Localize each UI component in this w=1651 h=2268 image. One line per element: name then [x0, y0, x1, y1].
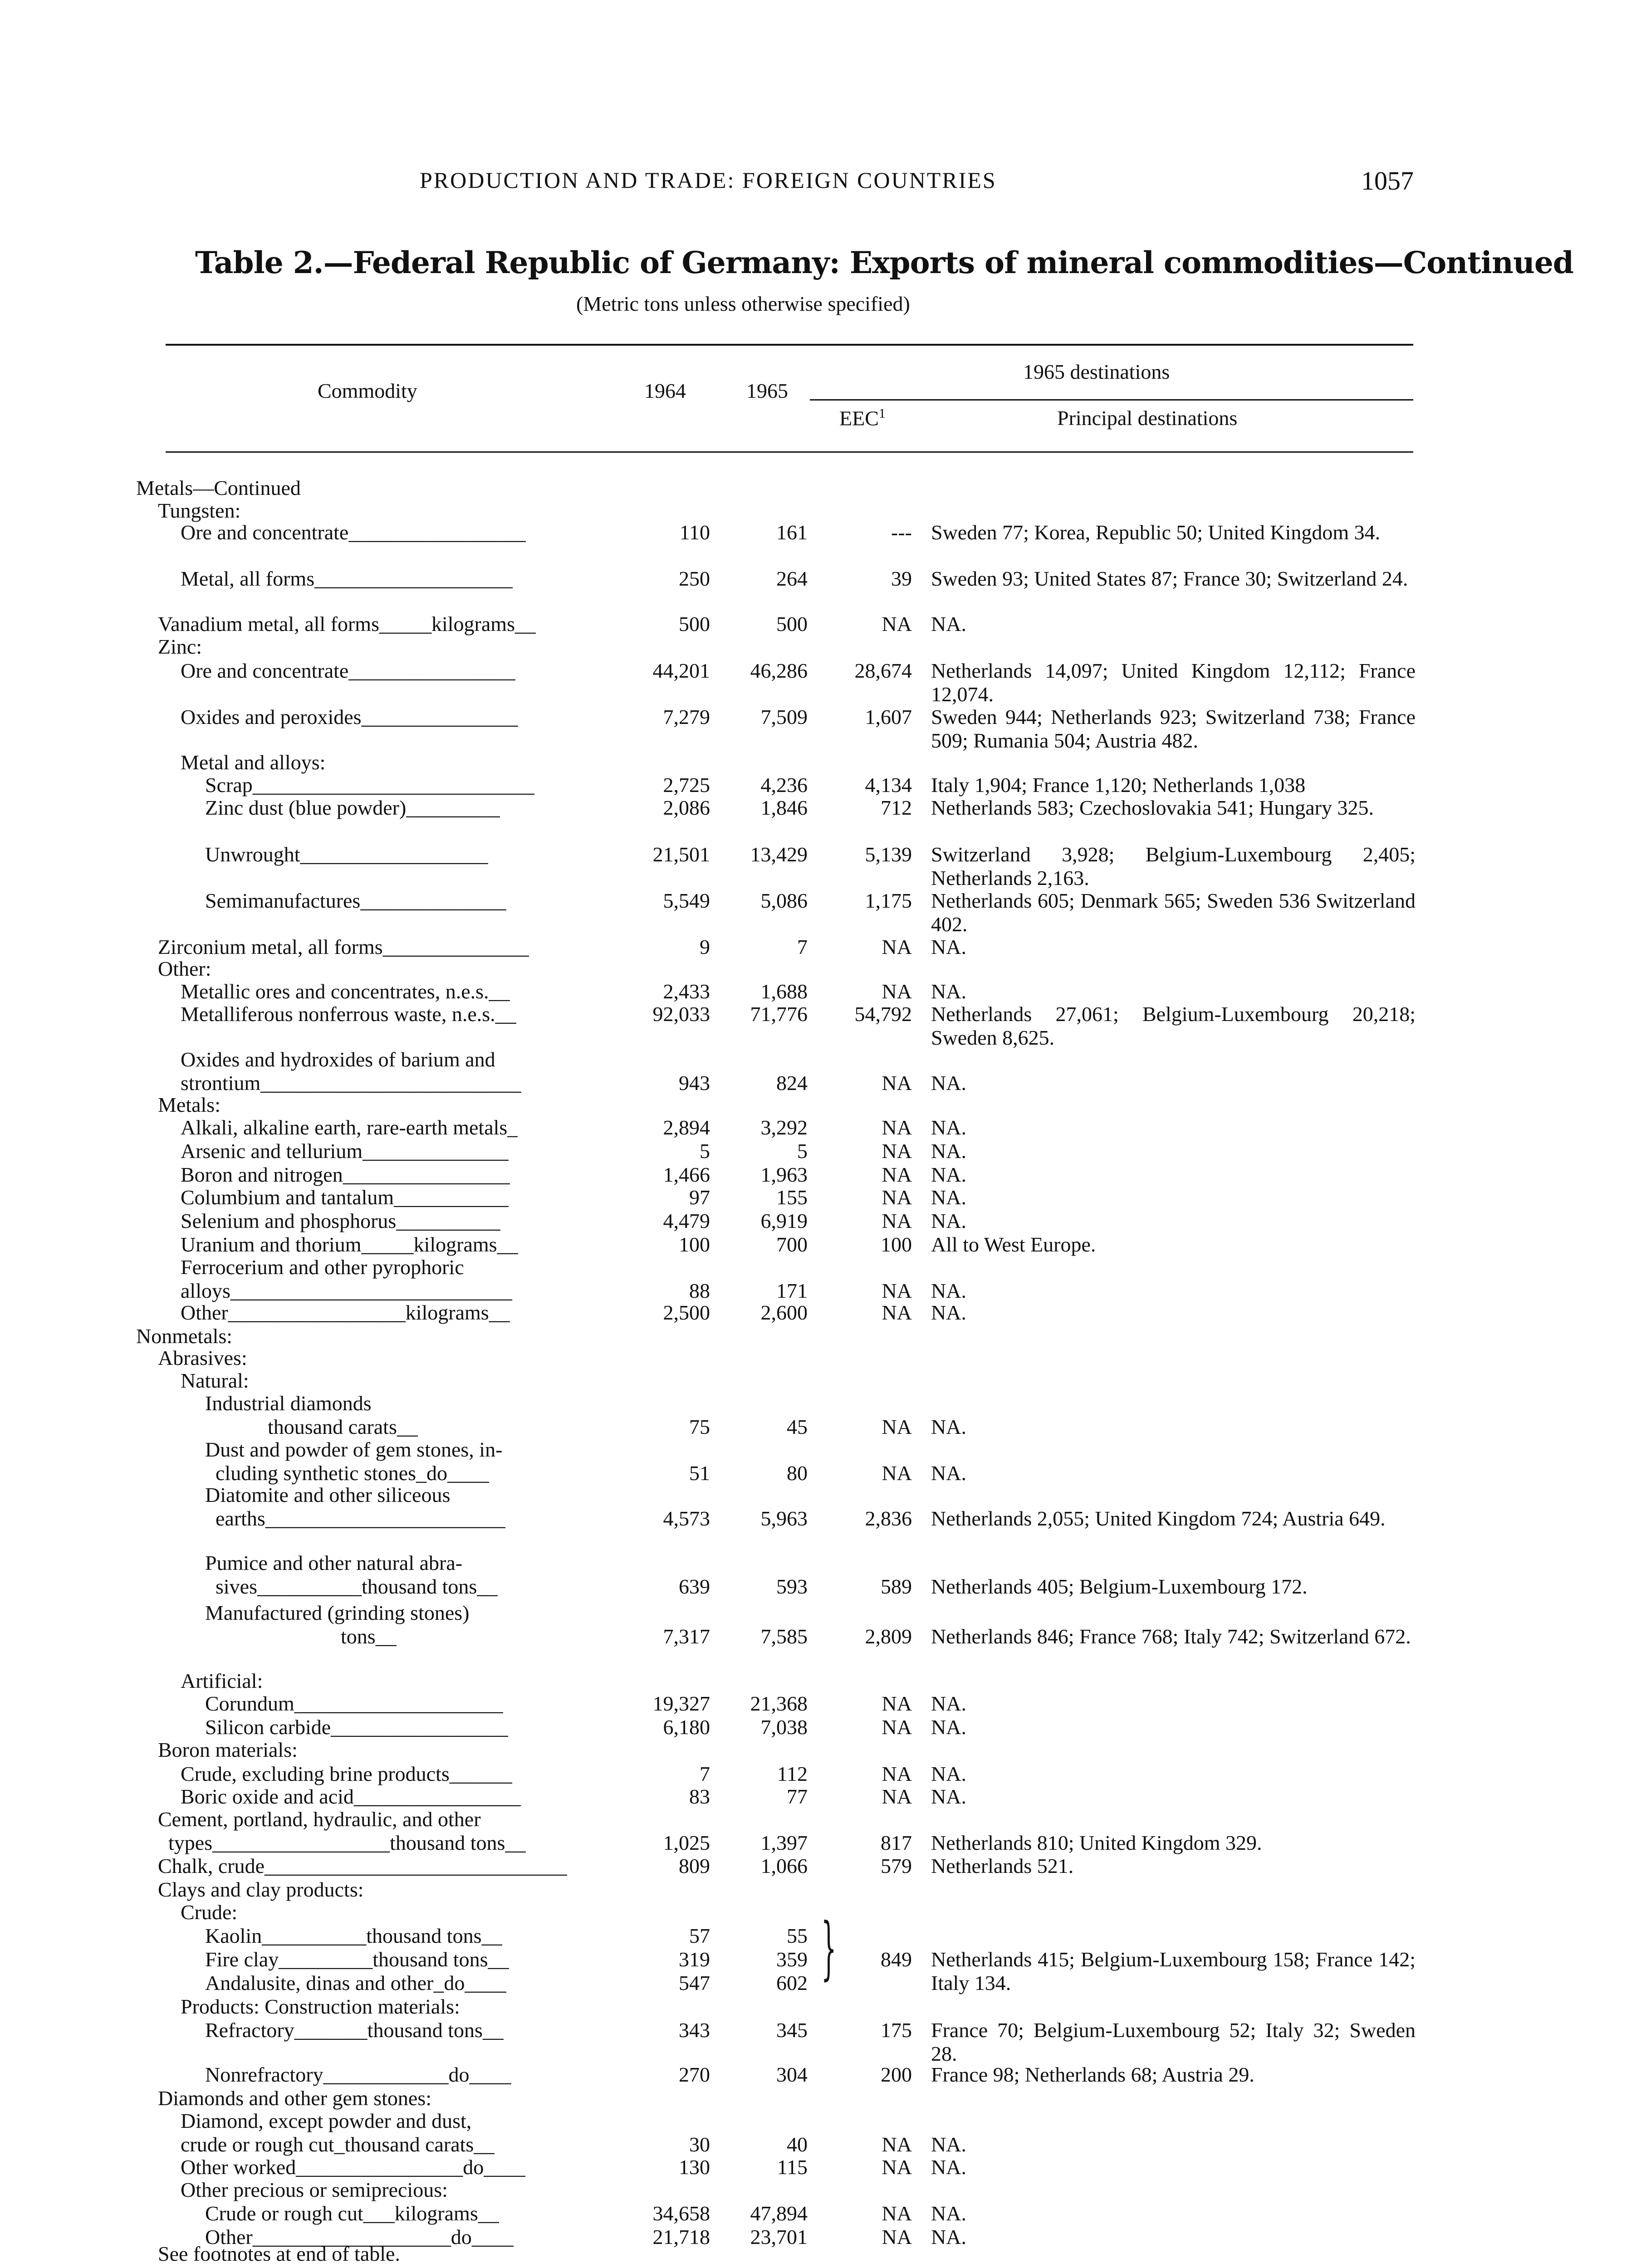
value-1965: 264 — [776, 567, 808, 590]
value-1964: 30 — [689, 2133, 710, 2156]
principal-destinations: Switzerland 3,928; Belgium-Luxembourg 2,405; Netherlands 2,163. — [931, 843, 1416, 890]
value-eec: --- — [891, 521, 912, 544]
commodity-label: Andalusite, dinas and other_do____ — [205, 1971, 507, 1994]
principal-destinations: Netherlands 583; Czechoslovakia 541; Hungary 325. — [931, 796, 1374, 819]
principal-destinations: Netherlands 2,055; United Kingdom 724; Austria 649. — [931, 1507, 1386, 1530]
value-1965: 45 — [787, 1415, 808, 1438]
commodity-label: Vanadium metal, all forms_____kilograms__ — [158, 612, 536, 635]
value-eec: 28,674 — [854, 659, 912, 682]
commodity-label: Metals: — [158, 1093, 220, 1116]
commodity-label: Fire clay_________thousand tons__ — [205, 1948, 509, 1971]
commodity-label: Boron materials: — [158, 1738, 298, 1761]
commodity-label: Metal, all forms___________________ — [181, 567, 513, 590]
principal-destinations: Netherlands 14,097; United Kingdom 12,112; France 12,074. — [931, 659, 1416, 706]
principal-destinations: Sweden 93; United States 87; France 30; Switzerland 24. — [931, 567, 1408, 590]
value-1964: 44,201 — [652, 659, 710, 682]
commodity-label: Metallic ores and concentrates, n.e.s.__ — [181, 980, 510, 1003]
value-1964: 34,658 — [652, 2202, 710, 2225]
value-eec: NA — [882, 1301, 912, 1324]
commodity-label: Kaolin__________thousand tons__ — [205, 1924, 503, 1947]
commodity-label: Other precious or semiprecious: — [181, 2178, 448, 2201]
principal-destinations: NA. — [931, 2202, 966, 2225]
value-eec: NA — [882, 1163, 912, 1186]
value-1964: 319 — [679, 1948, 710, 1971]
value-1964: 100 — [679, 1233, 710, 1256]
clay-brace: } — [821, 1909, 837, 1988]
value-1964: 110 — [679, 521, 710, 544]
value-eec: 2,836 — [865, 1507, 912, 1530]
principal-destinations: NA. — [931, 1071, 966, 1095]
principal-destinations: NA. — [931, 2156, 966, 2179]
value-eec: NA — [882, 1716, 912, 1739]
commodity-label: crude or rough cut_thousand carats__ — [181, 2133, 495, 2156]
value-eec: NA — [882, 1209, 912, 1232]
value-eec: 579 — [881, 1854, 912, 1877]
value-eec: NA — [882, 980, 912, 1003]
value-1965: 21,368 — [750, 1692, 808, 1715]
value-1964: 51 — [689, 1461, 710, 1485]
page-number: 1057 — [1361, 166, 1414, 196]
value-1964: 2,086 — [663, 796, 710, 819]
value-1965: 5 — [797, 1139, 808, 1163]
value-1965: 5,086 — [760, 889, 808, 912]
principal-destinations: Netherlands 27,061; Belgium-Luxembourg 20,218; Sweden 8,625. — [931, 1002, 1416, 1049]
value-1964: 7,279 — [663, 705, 710, 728]
commodity-label: Zinc dust (blue powder)_________ — [205, 796, 500, 819]
commodity-label: Abrasives: — [158, 1346, 247, 1369]
col-header-principal: Principal destinations — [1057, 406, 1238, 430]
commodity-label: Zirconium metal, all forms______________ — [158, 935, 529, 958]
value-eec: 175 — [881, 2019, 912, 2042]
commodity-label: Pumice and other natural abra- — [205, 1551, 463, 1574]
principal-destinations: NA. — [931, 1209, 966, 1232]
commodity-label: tons__ — [205, 1625, 397, 1648]
principal-destinations: NA. — [931, 980, 966, 1003]
value-eec: NA — [882, 1279, 912, 1302]
commodity-label: Alkali, alkaline earth, rare-earth metals_ — [181, 1116, 518, 1139]
value-1965: 824 — [776, 1071, 808, 1095]
value-1965: 2,600 — [760, 1301, 808, 1324]
value-1964: 2,894 — [663, 1116, 710, 1139]
commodity-label: Columbium and tantalum___________ — [181, 1186, 509, 1209]
col-header-destinations: 1965 destinations — [1023, 360, 1170, 383]
value-eec: NA — [882, 612, 912, 635]
commodity-label: Cement, portland, hydraulic, and other — [158, 1808, 481, 1831]
value-1965: 46,286 — [750, 659, 808, 682]
commodity-label: Uranium and thorium_____kilograms__ — [181, 1233, 518, 1256]
value-1965: 6,919 — [760, 1209, 808, 1232]
value-1965: 345 — [776, 2019, 808, 2042]
commodity-label: cluding synthetic stones_do____ — [205, 1461, 490, 1485]
principal-destinations: Netherlands 810; United Kingdom 329. — [931, 1831, 1262, 1854]
principal-destinations: Netherlands 405; Belgium-Luxembourg 172. — [931, 1575, 1308, 1598]
value-1964: 809 — [679, 1854, 710, 1877]
footnote-reference: See footnotes at end of table. — [158, 2242, 400, 2265]
commodity-label: Diamond, except powder and dust, — [181, 2109, 472, 2132]
value-eec: NA — [882, 1116, 912, 1139]
principal-destinations: Sweden 77; Korea, Republic 50; United Kingdom 34. — [931, 521, 1381, 544]
value-1965: 5,963 — [760, 1507, 808, 1530]
value-1965: 161 — [776, 521, 808, 544]
value-1965: 1,963 — [760, 1163, 808, 1186]
principal-destinations: NA. — [931, 1186, 966, 1209]
principal-destinations: NA. — [931, 1301, 966, 1324]
value-1964: 130 — [679, 2156, 710, 2179]
commodity-label: types_________________thousand tons__ — [158, 1831, 526, 1854]
principal-destinations: Netherlands 521. — [931, 1854, 1074, 1877]
commodity-label: Boron and nitrogen________________ — [181, 1163, 510, 1186]
value-eec: 54,792 — [854, 1002, 912, 1026]
running-header: PRODUCTION AND TRADE: FOREIGN COUNTRIES — [420, 167, 997, 193]
value-1965: 40 — [787, 2133, 808, 2156]
value-1964: 57 — [689, 1924, 710, 1947]
principal-destinations: All to West Europe. — [931, 1233, 1096, 1256]
principal-destinations: Netherlands 415; Belgium-Luxembourg 158; France 142; Italy 134. — [931, 1948, 1416, 1994]
value-1965: 71,776 — [750, 1002, 808, 1026]
value-1965: 1,066 — [760, 1854, 808, 1877]
value-eec: NA — [882, 2225, 912, 2248]
value-1964: 2,500 — [663, 1301, 710, 1324]
commodity-label: Zinc: — [158, 635, 202, 658]
principal-destinations: NA. — [931, 1461, 966, 1485]
commodity-label: Dust and powder of gem stones, in- — [205, 1438, 503, 1461]
value-eec: NA — [882, 1785, 912, 1808]
value-1965: 304 — [776, 2063, 808, 2086]
value-1965: 55 — [787, 1924, 808, 1947]
value-eec: NA — [882, 2202, 912, 2225]
eec-footnote-mark: 1 — [878, 406, 886, 421]
commodity-label: Corundum____________________ — [205, 1692, 503, 1715]
value-eec: 589 — [881, 1575, 912, 1598]
principal-destinations: Sweden 944; Netherlands 923; Switzerland 738; France 509; Rumania 504; Austria 482. — [931, 705, 1416, 752]
value-1964: 4,573 — [663, 1507, 710, 1530]
value-1964: 270 — [679, 2063, 710, 2086]
commodity-label: strontium_________________________ — [181, 1071, 522, 1095]
value-1965: 80 — [787, 1461, 808, 1485]
commodity-label: alloys___________________________ — [181, 1279, 512, 1302]
value-1964: 5,549 — [663, 889, 710, 912]
value-1965: 115 — [777, 2156, 808, 2179]
principal-destinations: NA. — [931, 1716, 966, 1739]
value-eec: NA — [882, 1186, 912, 1209]
commodity-label: Refractory_______thousand tons__ — [205, 2019, 504, 2042]
value-1964: 2,725 — [663, 773, 710, 797]
commodity-label: Nonmetals: — [136, 1325, 233, 1348]
value-1964: 1,466 — [663, 1163, 710, 1186]
value-1965: 602 — [776, 1971, 808, 1994]
value-1964: 92,033 — [652, 1002, 710, 1026]
value-eec: 4,134 — [865, 773, 912, 797]
value-eec: 39 — [891, 567, 912, 590]
principal-destinations: Netherlands 605; Denmark 565; Sweden 536 Switzerland 402. — [931, 889, 1416, 936]
commodity-label: Nonrefractory____________do____ — [205, 2063, 511, 2086]
value-1965: 112 — [777, 1762, 808, 1785]
commodity-label: Ore and concentrate________________ — [181, 659, 516, 682]
commodity-label: Other worked________________do____ — [181, 2156, 526, 2179]
value-1964: 500 — [679, 612, 710, 635]
value-1965: 7 — [797, 935, 808, 958]
value-eec: 200 — [881, 2063, 912, 2086]
commodity-label: Diamonds and other gem stones: — [158, 2087, 432, 2110]
table-title: Table 2.—Federal Republic of Germany: Exports of mineral commodities—Continued — [195, 245, 1573, 280]
value-eec: 100 — [881, 1233, 912, 1256]
principal-destinations: NA. — [931, 1139, 966, 1163]
value-1964: 7 — [700, 1762, 710, 1785]
value-eec: 1,175 — [865, 889, 912, 912]
value-1964: 5 — [700, 1139, 710, 1163]
commodity-label: Manufactured (grinding stones) — [205, 1601, 470, 1624]
value-1964: 2,433 — [663, 980, 710, 1003]
value-1965: 77 — [787, 1785, 808, 1808]
value-1964: 97 — [689, 1186, 710, 1209]
col-header-commodity: Commodity — [318, 379, 417, 402]
value-eec: NA — [882, 1692, 912, 1715]
value-1965: 1,688 — [760, 980, 808, 1003]
principal-destinations: NA. — [931, 1785, 966, 1808]
commodity-label: Boric oxide and acid________________ — [181, 1785, 521, 1808]
commodity-label: Other_________________kilograms__ — [181, 1301, 510, 1324]
value-eec: NA — [882, 1762, 912, 1785]
value-1965: 3,292 — [760, 1116, 808, 1139]
value-1964: 639 — [679, 1575, 710, 1598]
commodity-label: Natural: — [181, 1369, 249, 1392]
commodity-label: Other: — [158, 957, 211, 980]
value-eec: NA — [882, 935, 912, 958]
principal-destinations: NA. — [931, 1279, 966, 1302]
commodity-label: Other___________________do____ — [205, 2225, 514, 2248]
value-1964: 547 — [679, 1971, 710, 1994]
value-1964: 1,025 — [663, 1831, 710, 1854]
commodity-label: Semimanufactures______________ — [205, 889, 507, 912]
value-eec: 712 — [881, 796, 912, 819]
value-eec: NA — [882, 2133, 912, 2156]
value-1965: 700 — [776, 1233, 808, 1256]
commodity-label: Oxides and hydroxides of barium and — [181, 1048, 495, 1071]
value-1965: 593 — [776, 1575, 808, 1598]
commodity-label: earths_______________________ — [205, 1507, 505, 1530]
value-1965: 500 — [776, 612, 808, 635]
principal-destinations: NA. — [931, 2133, 966, 2156]
commodity-label: Unwrought__________________ — [205, 843, 488, 866]
commodity-label: Crude, excluding brine products______ — [181, 1762, 512, 1785]
value-1964: 250 — [679, 567, 710, 590]
value-eec: NA — [882, 1071, 912, 1095]
principal-destinations: NA. — [931, 612, 966, 635]
value-1965: 47,894 — [750, 2202, 808, 2225]
commodity-label: Metal and alloys: — [181, 751, 326, 774]
value-eec: 2,809 — [865, 1625, 912, 1648]
principal-destinations: NA. — [931, 1762, 966, 1785]
commodity-label: Clays and clay products: — [158, 1878, 364, 1901]
value-1965: 4,236 — [760, 773, 808, 797]
commodity-label: Industrial diamonds — [205, 1392, 372, 1415]
principal-destinations: NA. — [931, 1415, 966, 1438]
value-eec: NA — [882, 2156, 912, 2179]
principal-destinations: Italy 1,904; France 1,120; Netherlands 1,038 — [931, 773, 1306, 797]
commodity-label: Ore and concentrate_________________ — [181, 521, 526, 544]
value-1964: 21,501 — [652, 843, 710, 866]
principal-destinations: NA. — [931, 1163, 966, 1186]
eec-label: EEC — [839, 406, 879, 430]
col-header-1965: 1965 — [746, 379, 788, 402]
table-subtitle: (Metric tons unless otherwise specified) — [576, 292, 910, 315]
value-1965: 155 — [776, 1186, 808, 1209]
value-eec: NA — [882, 1415, 912, 1438]
value-1965: 1,397 — [760, 1831, 808, 1854]
commodity-label: Diatomite and other siliceous — [205, 1483, 451, 1506]
principal-destinations: NA. — [931, 1116, 966, 1139]
value-1964: 83 — [689, 1785, 710, 1808]
commodity-label: Artificial: — [181, 1669, 263, 1692]
value-eec: NA — [882, 1461, 912, 1485]
value-1965: 359 — [776, 1948, 808, 1971]
value-1964: 6,180 — [663, 1716, 710, 1739]
value-1964: 943 — [679, 1071, 710, 1095]
value-1964: 19,327 — [652, 1692, 710, 1715]
value-eec: 1,607 — [865, 705, 912, 728]
commodity-label: Chalk, crude_____________________________ — [158, 1854, 568, 1877]
value-1965: 23,701 — [750, 2225, 808, 2248]
commodity-label: sives__________thousand tons__ — [205, 1575, 498, 1598]
commodity-label: Metals—Continued — [136, 476, 301, 499]
value-1964: 9 — [700, 935, 710, 958]
commodity-label: Products: Construction materials: — [181, 1995, 460, 2018]
commodity-label: Ferrocerium and other pyrophoric — [181, 1256, 464, 1279]
value-1965: 1,846 — [760, 796, 808, 819]
value-1965: 7,038 — [760, 1716, 808, 1739]
principal-destinations: NA. — [931, 1692, 966, 1715]
principal-destinations: Netherlands 846; France 768; Italy 742; Switzerland 672. — [931, 1625, 1411, 1648]
value-1964: 343 — [679, 2019, 710, 2042]
commodity-label: Scrap___________________________ — [205, 773, 534, 797]
value-eec: 5,139 — [865, 843, 912, 866]
principal-destinations: France 98; Netherlands 68; Austria 29. — [931, 2063, 1254, 2086]
commodity-label: Arsenic and tellurium______________ — [181, 1139, 509, 1163]
col-header-1964: 1964 — [644, 379, 686, 402]
value-eec: NA — [882, 1139, 912, 1163]
commodity-label: Silicon carbide_________________ — [205, 1716, 509, 1739]
commodity-label: Metalliferous nonferrous waste, n.e.s.__ — [181, 1002, 516, 1026]
principal-destinations: NA. — [931, 935, 966, 958]
value-eec: 817 — [881, 1831, 912, 1854]
commodity-label: Tungsten: — [158, 499, 241, 522]
commodity-label: Selenium and phosphorus__________ — [181, 1209, 501, 1232]
principal-destinations: NA. — [931, 2225, 966, 2248]
commodity-label: Crude or rough cut___kilograms__ — [205, 2202, 499, 2225]
commodity-label: thousand carats__ — [205, 1415, 418, 1438]
commodity-label: Crude: — [181, 1901, 238, 1924]
commodity-label: Oxides and peroxides_______________ — [181, 705, 518, 728]
value-1964: 4,479 — [663, 1209, 710, 1232]
value-1965: 7,509 — [760, 705, 808, 728]
value-1965: 171 — [776, 1279, 808, 1302]
value-1965: 13,429 — [750, 843, 808, 866]
value-1964: 7,317 — [663, 1625, 710, 1648]
principal-destinations: France 70; Belgium-Luxembourg 52; Italy 32; Sweden 28. — [931, 2019, 1416, 2065]
value-1964: 88 — [689, 1279, 710, 1302]
value-1964: 21,718 — [652, 2225, 710, 2248]
value-eec: 849 — [881, 1948, 912, 1971]
value-1964: 75 — [689, 1415, 710, 1438]
value-1965: 7,585 — [760, 1625, 808, 1648]
